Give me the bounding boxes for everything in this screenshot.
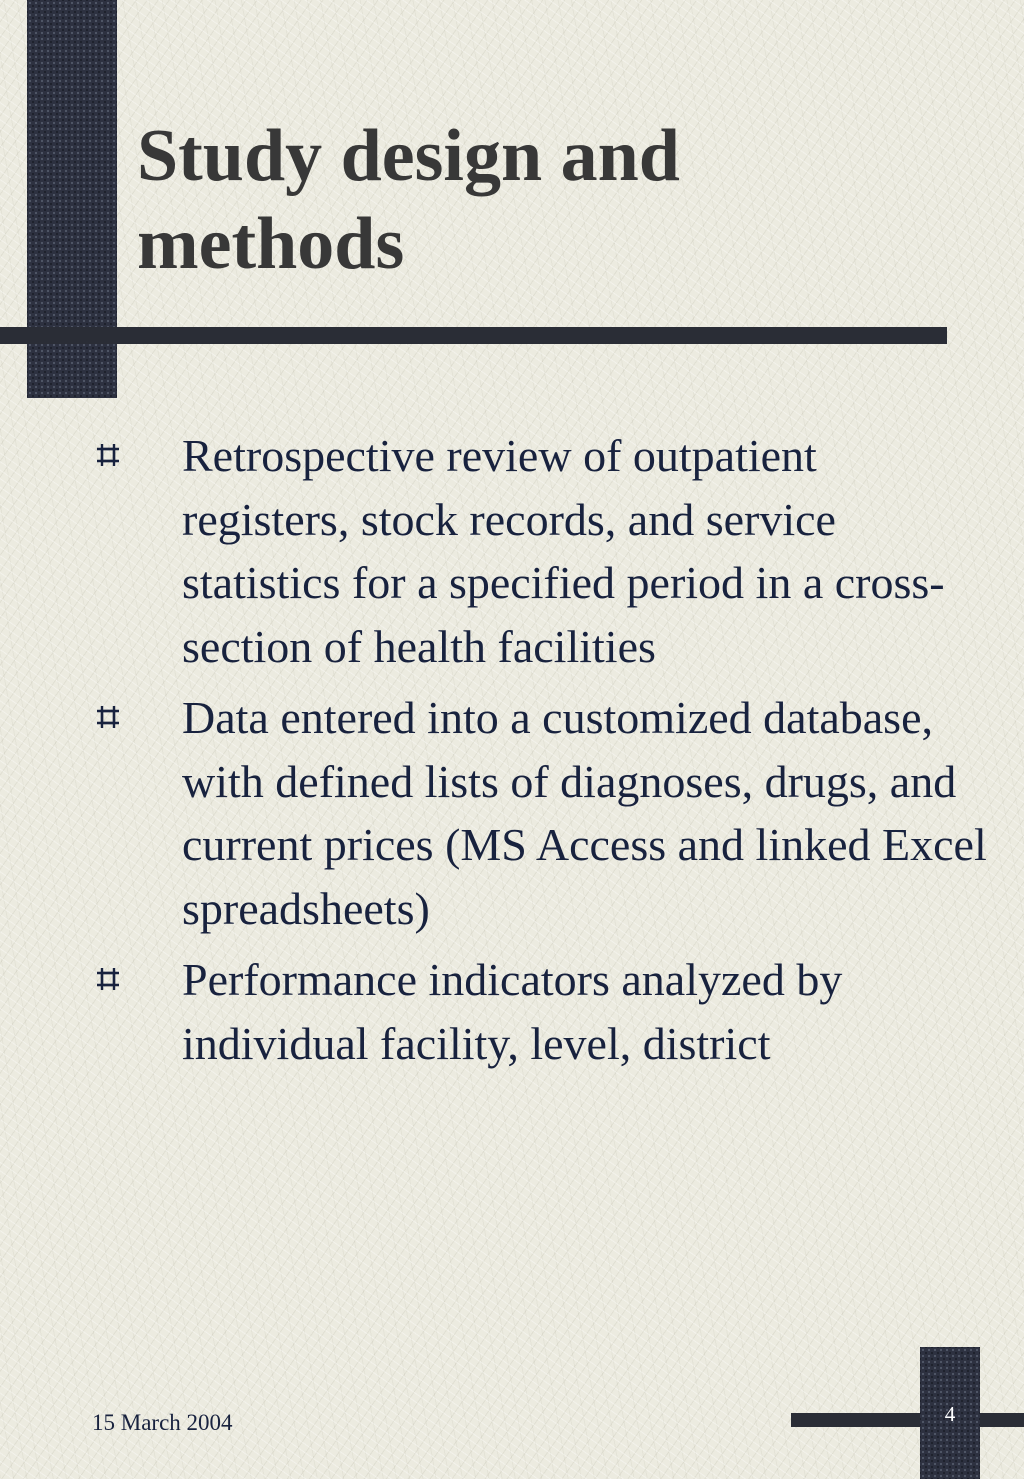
slide-number: 4 xyxy=(944,1402,956,1426)
bullet-item xyxy=(90,686,990,940)
hash-square-bullet-icon xyxy=(97,968,119,990)
footer-date: 15 March 2004 xyxy=(92,1410,233,1435)
bullet-list xyxy=(90,424,990,1083)
bullet-text: Retrospective review of outpatient registers, stock records, and service statistics for a specified period in a cross-section of health facilities xyxy=(182,430,945,672)
slide-title: Study design and methods xyxy=(137,115,680,285)
footer-rule xyxy=(791,1413,1024,1427)
title-underline-rule xyxy=(0,327,947,344)
bullet-item xyxy=(90,948,990,1075)
bullet-text: Data entered into a customized database, with defined lists of diagnoses, drugs, and current prices (MS Access and linked Excel spreadsheets) xyxy=(182,692,987,934)
hash-square-bullet-icon xyxy=(97,444,119,466)
bullet-text: Performance indicators analyzed by individual facility, level, district xyxy=(182,954,843,1069)
bullet-item xyxy=(90,424,990,678)
hash-square-bullet-icon xyxy=(97,706,119,728)
